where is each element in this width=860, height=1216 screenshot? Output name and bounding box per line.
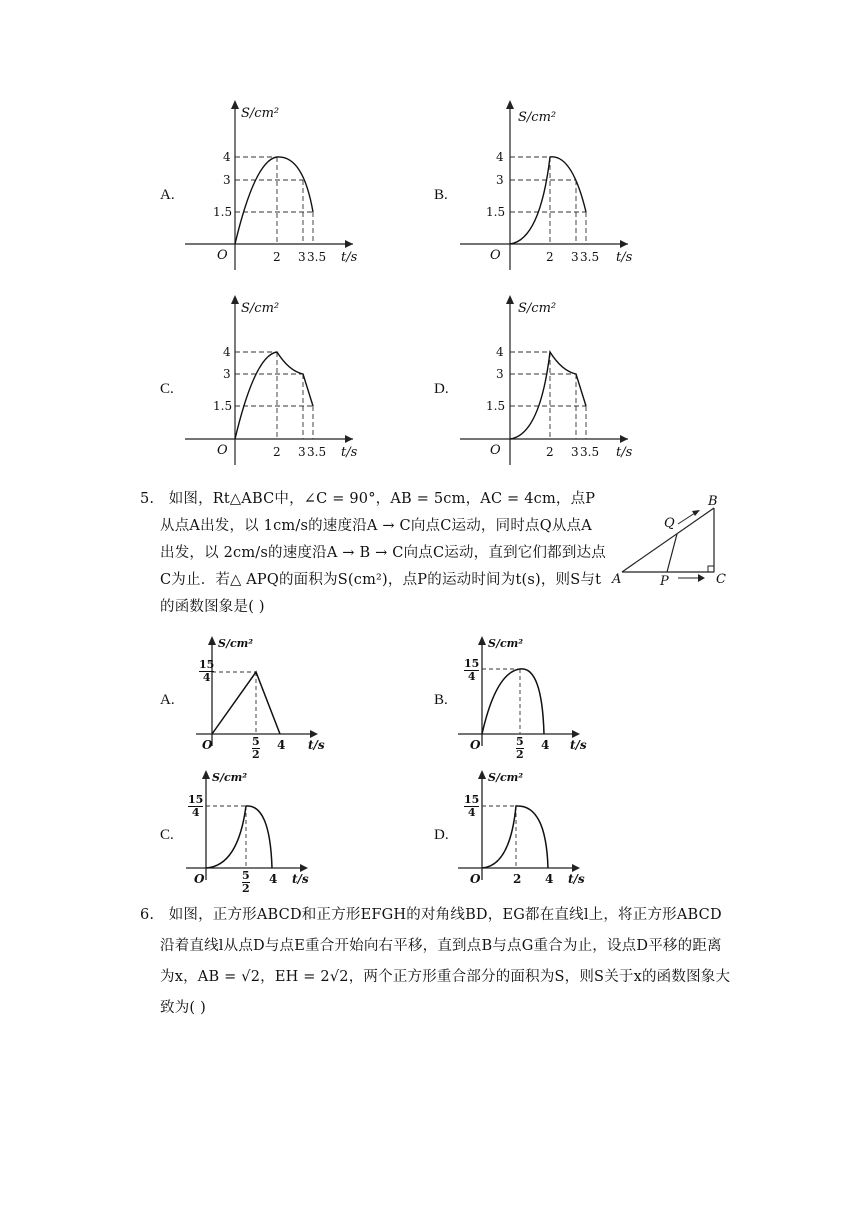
q5-graph-b: [458, 636, 588, 760]
q4-a-ytick: 1.5: [213, 205, 233, 219]
q5-a-peak-den: 4: [202, 671, 211, 684]
q4-a-axis-x: t/s: [341, 250, 358, 265]
q5-b-end-tick: 4: [541, 738, 550, 752]
q5-b-origin: O: [470, 738, 481, 752]
q4-c-ytick: 3: [223, 367, 231, 381]
q5-a-peak-frac: [199, 659, 214, 684]
q5-c-axis-x: t/s: [292, 872, 309, 886]
q4-d-ytick: 1.5: [486, 399, 506, 413]
q4-b-ytick: 3: [496, 173, 504, 187]
q4-a-axis-y: S/cm²: [241, 106, 280, 121]
q4-d-xtick: 3: [571, 445, 579, 459]
q4-c-xtick: 3: [298, 445, 306, 459]
q5-fig-point-c: C: [716, 572, 726, 587]
q4-a-xtick: 3.5: [307, 250, 327, 264]
q5-line-2: 从点A出发，以 1cm/s的速度沿A → C向点C运动，同时点Q从点A: [160, 518, 592, 534]
q4-c-axis-x: t/s: [341, 445, 358, 460]
q5-b-mid-den: 2: [516, 748, 524, 761]
q5-c-origin: O: [194, 872, 205, 886]
q5-a-mid-frac: [252, 736, 260, 761]
q4-b-axis-y: S/cm²: [518, 110, 557, 125]
q4-graph-d: [460, 295, 640, 465]
q4-graph-c: [185, 295, 365, 465]
q4-b-xtick: 2: [546, 250, 554, 264]
q4-a-ytick: 4: [223, 150, 231, 164]
q5-option-c-label: C.: [160, 827, 174, 843]
q5-number: 5.: [140, 491, 155, 507]
q4-a-ytick: 3: [223, 173, 231, 187]
q5-a-axis-x: t/s: [308, 738, 325, 752]
q6-line-3: 为x，AB = √2，EH = 2√2，两个正方形重合部分的面积为S，则S关于x的函数图象大: [160, 969, 731, 985]
q6-line-4: 致为( ): [160, 1000, 206, 1016]
q5-line-5: 的函数图象是( ): [160, 599, 265, 615]
q4-d-axis-y: S/cm²: [518, 301, 557, 316]
q5-line-1: [140, 486, 595, 513]
q4-c-axis-y: S/cm²: [241, 301, 280, 316]
q5-text-1: 如图，Rt△ABC中，∠C = 90°，AB = 5cm，AC = 4cm，点P: [168, 491, 596, 507]
q4-graph-a: [185, 100, 365, 270]
q5-c-axis-y: S/cm²: [212, 771, 248, 784]
q4-option-c-label: C.: [160, 381, 174, 397]
q5-option-d-label: D.: [434, 827, 449, 843]
q5-a-mid-num: 5: [252, 735, 260, 748]
q4-d-xtick: 3.5: [580, 445, 600, 459]
q6-line-1: [140, 902, 722, 929]
q4-option-a-label: A.: [160, 187, 175, 203]
q5-c-mid-num: 5: [242, 869, 250, 882]
q4-a-xtick: 2: [273, 250, 281, 264]
q5-c-mid-frac: [242, 870, 250, 895]
q4-option-d-label: D.: [434, 381, 449, 397]
q4-c-origin: O: [217, 443, 228, 458]
q6-line-2: 沿着直线l从点D与点E重合开始向右平移，直到点B与点G重合为止，设点D平移的距离: [160, 938, 722, 954]
q5-fig-point-p: P: [660, 574, 669, 589]
q4-graph-b: [460, 100, 640, 270]
q5-triangle-figure: [610, 494, 740, 594]
q5-c-peak-den: 4: [191, 806, 200, 819]
q5-b-axis-y: S/cm²: [488, 637, 524, 650]
q4-b-xtick: 3.5: [580, 250, 600, 264]
q5-d-axis-y: S/cm²: [488, 771, 524, 784]
q4-b-ytick: 4: [496, 150, 504, 164]
q5-a-end-tick: 4: [277, 738, 286, 752]
q5-d-end-tick: 4: [545, 872, 554, 886]
q4-option-b-label: B.: [434, 187, 448, 203]
q5-graph-d: [458, 770, 588, 894]
q6-text-1: 如图，正方形ABCD和正方形EFGH的对角线BD，EG都在直线l上，将正方形ABCD: [168, 907, 722, 923]
q5-line-3: 出发，以 2cm/s的速度沿A → B → C向点C运动，直到它们都到达点: [160, 545, 606, 561]
q4-c-xtick: 2: [273, 445, 281, 459]
q4-b-xtick: 3: [571, 250, 579, 264]
q5-d-mid-tick: 2: [513, 872, 522, 886]
q5-b-peak-num: 15: [464, 657, 480, 670]
q5-option-b-label: B.: [434, 692, 448, 708]
q5-d-peak-frac: [464, 794, 479, 819]
q5-a-origin: O: [202, 738, 213, 752]
q5-fig-point-q: Q: [664, 516, 675, 531]
q4-c-xtick: 3.5: [307, 445, 327, 459]
q4-d-axis-x: t/s: [616, 445, 633, 460]
q5-option-a-label: A.: [160, 692, 175, 708]
q5-d-peak-den: 4: [467, 806, 476, 819]
q4-a-origin: O: [217, 248, 228, 263]
q5-c-mid-den: 2: [242, 882, 250, 895]
q5-b-axis-x: t/s: [570, 738, 587, 752]
q5-fig-point-a: A: [612, 572, 622, 587]
q4-b-axis-x: t/s: [616, 250, 633, 265]
q4-b-ytick: 1.5: [486, 205, 506, 219]
q4-a-xtick: 3: [298, 250, 306, 264]
q4-b-origin: O: [490, 248, 501, 263]
q6-number: 6.: [140, 907, 155, 923]
q4-d-ytick: 3: [496, 367, 504, 381]
q5-graph-a: [196, 636, 326, 760]
q5-line-4: C为止．若△ APQ的面积为S(cm²)，点P的运动时间为t(s)，则S与t: [160, 572, 602, 588]
q4-c-ytick: 4: [223, 345, 231, 359]
q5-c-peak-frac: [188, 794, 203, 819]
q5-c-peak-num: 15: [188, 793, 204, 806]
q5-b-peak-den: 4: [467, 670, 476, 683]
q4-d-ytick: 4: [496, 345, 504, 359]
q5-a-peak-num: 15: [199, 658, 215, 671]
q5-a-mid-den: 2: [252, 748, 260, 761]
q5-fig-point-b: B: [708, 494, 718, 509]
q5-d-origin: O: [470, 872, 481, 886]
q5-c-end-tick: 4: [269, 872, 278, 886]
q5-graph-c: [186, 770, 316, 894]
q4-d-origin: O: [490, 443, 501, 458]
q5-b-mid-num: 5: [516, 735, 524, 748]
q5-d-axis-x: t/s: [568, 872, 585, 886]
q5-b-peak-frac: [464, 658, 479, 683]
q5-a-axis-y: S/cm²: [218, 637, 254, 650]
q5-d-peak-num: 15: [464, 793, 480, 806]
q4-c-ytick: 1.5: [213, 399, 233, 413]
q5-b-mid-frac: [516, 736, 524, 761]
q4-d-xtick: 2: [546, 445, 554, 459]
